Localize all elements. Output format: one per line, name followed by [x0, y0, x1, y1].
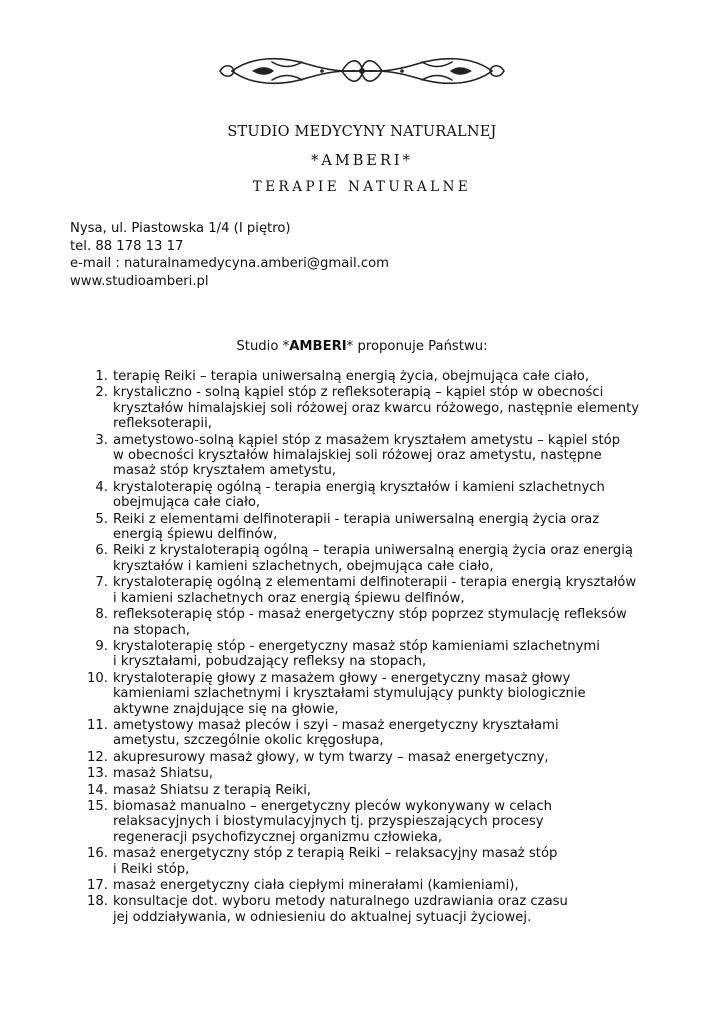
list-item-text: i Reiki stóp,	[113, 861, 190, 877]
list-item-number: 7.	[95, 575, 108, 591]
intro-line	[0, 339, 724, 354]
list-item-text: masaż energetyczny ciała ciepłymi minerałami (kamieniami),	[113, 878, 519, 893]
list-item-text: na stopach,	[113, 622, 190, 638]
list-item-number: 9.	[95, 638, 108, 654]
list-item-text: Reiki z krystaloterapią ogólną – terapia uniwersalną energią życia oraz energią	[113, 543, 633, 559]
list-item-number: 17.	[87, 878, 108, 893]
list-item-text: konsultacje dot. wyboru metody naturalnego uzdrawiania oraz czasu	[113, 894, 568, 910]
list-item-number: 6.	[95, 543, 108, 559]
list-item-text: terapię Reiki – terapia uniwersalną energią życia, obejmująca całe ciało,	[113, 369, 590, 384]
list-item-text: i kamieni szlachetnych oraz energią śpiewu delfinów,	[113, 590, 465, 606]
phone: tel. 88 178 13 17	[70, 238, 184, 254]
list-item-text: masaż energetyczny stóp z terapią Reiki – relaksacyjny masaż stóp	[113, 846, 558, 862]
list-item	[80, 878, 680, 893]
list-item-text: i kryształami, pobudzający refleksy na stopach,	[113, 654, 427, 670]
list-item-number: 15.	[87, 798, 108, 814]
list-item	[80, 799, 680, 845]
list-item-number: 10.	[87, 670, 108, 686]
studio-name: STUDIO MEDYCYNY NATURALNEJ	[227, 124, 497, 140]
list-item-text: krystaliczno - solną kąpiel stóp z refleksoterapią – kąpiel stóp w obecności	[113, 385, 604, 401]
intro-brand: AMBERI	[289, 339, 347, 354]
list-item-text: ametystowo-solną kąpiel stóp z masażem kryształem ametystu – kąpiel stóp	[113, 432, 621, 448]
list-item-text: jej oddziaływania, w odniesieniu do aktualnej sytuacji życiowej.	[113, 909, 532, 925]
list-item	[80, 433, 680, 479]
list-item	[80, 369, 680, 384]
list-item-text: masaż Shiatsu z terapią Reiki,	[113, 782, 312, 798]
list-item	[80, 894, 680, 925]
list-item-text: krystaloterapię ogólną - terapia energią kryształów i kamieni szlachetnych	[113, 479, 605, 495]
list-item-text: ametystowy masaż pleców i szyi - masaż energetyczny kryształami	[113, 717, 559, 733]
list-item-text: ametystu, szczególnie okolic kręgosłupa,	[113, 733, 384, 749]
list-item	[80, 671, 680, 717]
list-item-number: 1.	[95, 369, 108, 384]
list-item-number: 18.	[87, 894, 108, 910]
list-item-text: akupresurowy masaż głowy, w tym twarzy – masaż energetyczny,	[113, 749, 549, 765]
decorative-flourish-icon	[212, 50, 512, 92]
email[interactable]: e-mail : naturalnamedycyna.amberi@gmail.com	[70, 256, 390, 271]
list-item-number: 5.	[95, 511, 108, 527]
list-item-text: refleksoterapię stóp - masaż energetyczny stóp poprzez stymulację refleksów	[113, 607, 627, 623]
list-item-number: 11.	[87, 717, 108, 733]
list-item-number: 4.	[95, 479, 108, 495]
contact-block	[70, 220, 389, 290]
list-item	[80, 543, 680, 574]
website-link[interactable]: www.studioamberi.pl	[70, 273, 209, 289]
list-item	[80, 783, 680, 798]
list-item-number: 2.	[95, 385, 108, 401]
list-item	[80, 575, 680, 606]
list-item	[80, 846, 680, 877]
list-item-number: 3.	[95, 432, 108, 448]
list-item	[80, 385, 680, 431]
list-item-text: relaksacyjnych i biostymulacyjnych tj. przyspieszających procesy	[113, 814, 544, 830]
list-item-number: 14.	[87, 782, 108, 798]
list-item-text: masaż stóp kryształem ametystu,	[113, 463, 337, 479]
therapy-list	[80, 369, 680, 926]
list-item-text: biomasaż manualno – energetyczny pleców wykonywany w celach	[113, 798, 552, 814]
list-item-number: 16.	[87, 846, 108, 862]
list-item	[80, 480, 680, 511]
list-item-text: w obecności kryształów himalajskiej soli różowej oraz ametystu, następne	[113, 448, 602, 464]
list-item-text: regeneracji psychofizycznej organizmu człowieka,	[113, 829, 443, 845]
list-item-text: masaż Shiatsu,	[113, 766, 214, 782]
list-item-text: krystaloterapię głowy z masażem głowy - energetyczny masaż głowy	[113, 670, 571, 686]
list-item	[80, 607, 680, 638]
list-item-text: kryształów i kamieni szlachetnych, obejmująca całe ciało,	[113, 558, 494, 574]
subtitle: TERAPIE NATURALNE	[252, 179, 472, 195]
list-item	[80, 750, 680, 765]
list-item-text: kryształów himalajskiej soli różowej oraz kwarcu różowego, następnie elementy	[113, 400, 640, 416]
intro-prefix: Studio *	[236, 339, 290, 354]
list-item-text: energią śpiewu delfinów,	[113, 527, 278, 543]
list-item-text: krystaloterapię ogólną z elementami delfinoterapii - terapia energią kryształów	[113, 575, 637, 591]
list-item	[80, 639, 680, 670]
intro-suffix: * proponuje Państwu:	[346, 339, 488, 354]
list-item	[80, 766, 680, 781]
list-item-text: refleksoterapii,	[113, 416, 212, 432]
address: Nysa, ul. Piastowska 1/4 (I piętro)	[70, 221, 291, 236]
brand-name: *AMBERI*	[311, 153, 413, 169]
list-item-text: Reiki z elementami delfinoterapii - terapia uniwersalną energią życia oraz	[113, 511, 600, 527]
list-item	[80, 512, 680, 543]
list-item-text: kamieniami szlachetnymi i kryształami stymulujący punkty biologicznie	[113, 686, 586, 702]
list-item-number: 13.	[87, 766, 108, 782]
list-item-number: 12.	[87, 749, 108, 765]
list-item-number: 8.	[95, 607, 108, 623]
list-item-text: aktywne znajdujące się na głowie,	[113, 701, 339, 717]
list-item	[80, 718, 680, 749]
list-item-text: krystaloterapię stóp - energetyczny masaż stóp kamieniami szlachetnymi	[113, 638, 600, 654]
list-item-text: obejmująca całe ciało,	[113, 495, 261, 511]
